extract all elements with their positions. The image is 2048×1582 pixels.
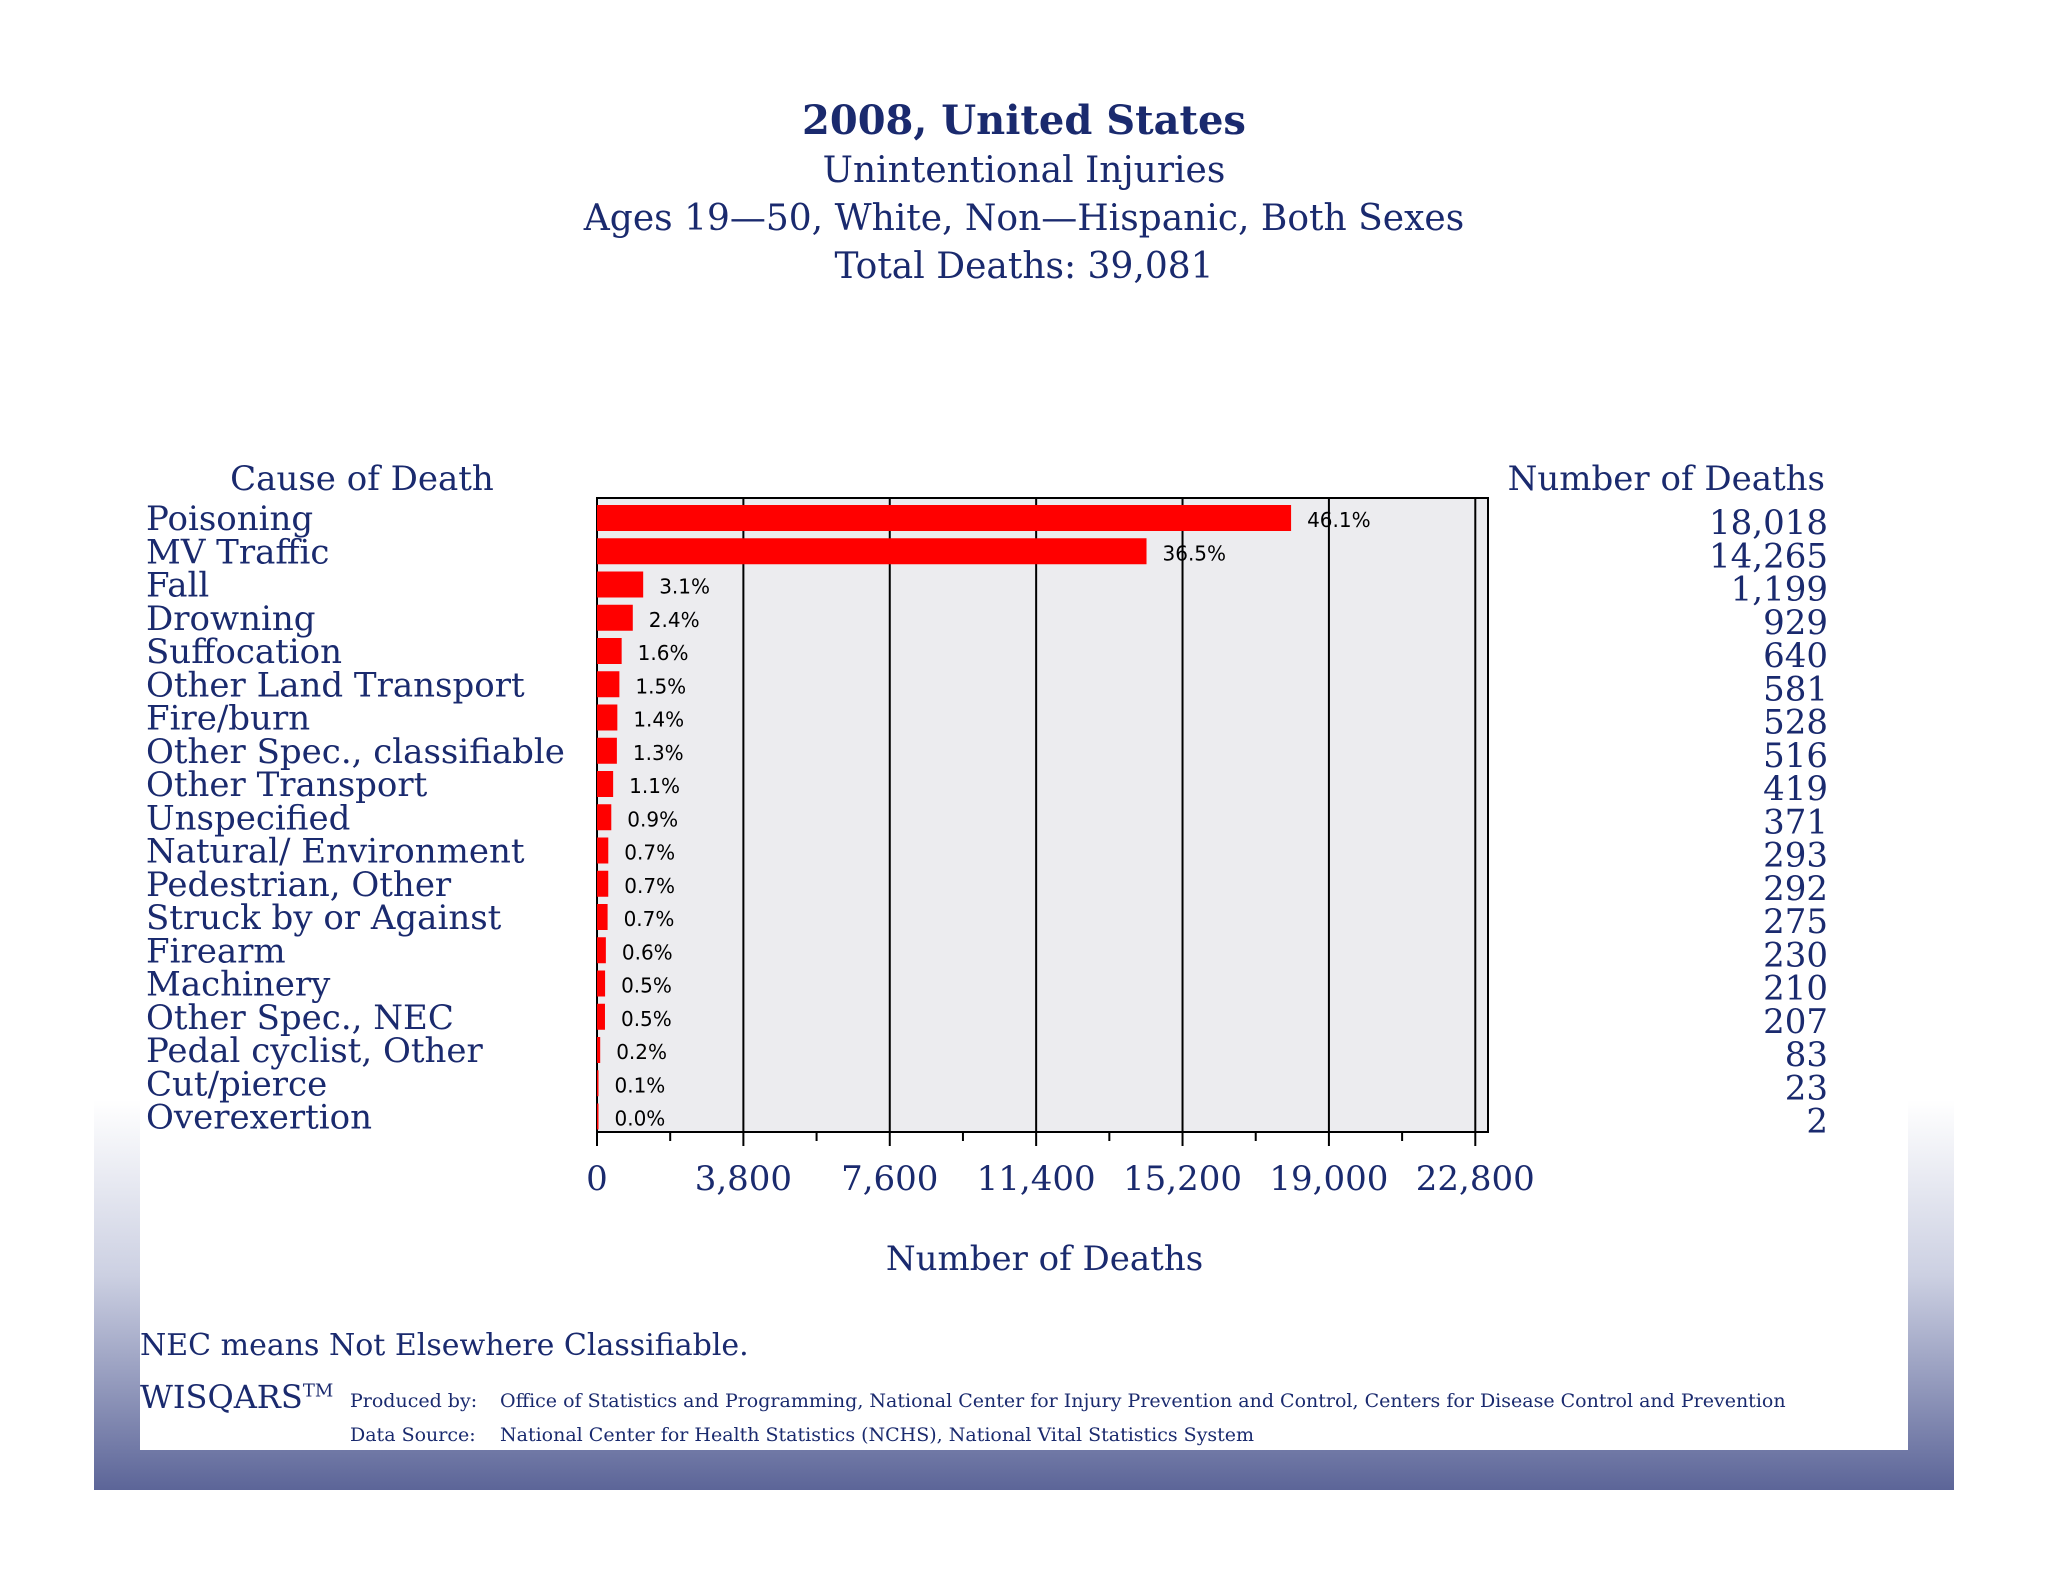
wisqars-text: WISQARS bbox=[140, 1378, 303, 1416]
category-label: Unspecified bbox=[146, 798, 351, 839]
data-source-text: National Center for Health Statistics (NCHS), National Vital Statistics System bbox=[500, 1424, 1255, 1446]
bar bbox=[597, 904, 608, 930]
percent-label: 0.5% bbox=[621, 973, 672, 998]
percent-label: 0.0% bbox=[614, 1106, 666, 1131]
value-label: 23 bbox=[1784, 1068, 1828, 1109]
chart-subtitle-3: Total Deaths: 39,081 bbox=[834, 246, 1214, 287]
category-label: Suffocation bbox=[146, 632, 343, 672]
category-label: Fire/burn bbox=[146, 698, 311, 739]
category-label: Firearm bbox=[146, 931, 286, 972]
wisqars-logo bbox=[140, 1378, 333, 1416]
bar bbox=[597, 1004, 605, 1030]
bar bbox=[597, 538, 1147, 564]
category-label: Fall bbox=[146, 565, 210, 606]
value-label: 292 bbox=[1763, 868, 1828, 909]
bar bbox=[597, 771, 613, 797]
wisqars-tm: TM bbox=[302, 1380, 334, 1402]
category-label: Struck by or Against bbox=[146, 898, 502, 938]
category-label: Other Spec., classifiable bbox=[146, 731, 565, 772]
percent-label: 3.1% bbox=[659, 574, 711, 599]
category-label: Other Spec., NEC bbox=[146, 997, 454, 1038]
category-label: Natural/ Environment bbox=[146, 831, 525, 872]
bar bbox=[597, 1104, 599, 1130]
x-tick-label: 22,800 bbox=[1415, 1159, 1535, 1199]
x-tick-label: 15,200 bbox=[1123, 1159, 1243, 1199]
percent-label: 0.9% bbox=[627, 807, 679, 832]
percent-label: 0.1% bbox=[614, 1073, 666, 1098]
percent-label: 0.7% bbox=[623, 907, 675, 931]
percent-label: 0.2% bbox=[616, 1040, 668, 1064]
chart-title: 2008, United States bbox=[802, 97, 1246, 144]
plot-area bbox=[597, 498, 1488, 1132]
bar bbox=[597, 838, 608, 864]
bar bbox=[597, 738, 617, 764]
chart-subtitle-1: Unintentional Injuries bbox=[822, 150, 1226, 191]
value-label: 230 bbox=[1763, 935, 1828, 976]
category-label: Machinery bbox=[146, 964, 331, 1005]
value-label: 528 bbox=[1763, 702, 1828, 743]
percent-label: 0.6% bbox=[621, 940, 673, 965]
produced-by-label: Produced by: bbox=[350, 1390, 478, 1412]
bar bbox=[597, 971, 605, 997]
x-axis-label: Number of Deaths bbox=[885, 1239, 1204, 1279]
category-label: Drowning bbox=[146, 598, 316, 639]
percent-label: 1.1% bbox=[629, 774, 680, 798]
value-header: Number of Deaths bbox=[1507, 459, 1825, 499]
bar bbox=[597, 572, 643, 598]
percent-label: 0.5% bbox=[620, 1006, 672, 1031]
produced-by-text: Office of Statistics and Programming, National Center for Injury Prevention and Control, Centers for Disease Control and Prevention bbox=[500, 1390, 1786, 1412]
bar bbox=[597, 605, 633, 631]
value-label: 2 bbox=[1806, 1101, 1828, 1142]
value-label: 210 bbox=[1763, 968, 1828, 1009]
value-label: 516 bbox=[1763, 735, 1828, 776]
bar bbox=[597, 505, 1291, 531]
bar bbox=[597, 804, 611, 830]
category-label: MV Traffic bbox=[146, 532, 330, 573]
value-label: 293 bbox=[1763, 835, 1828, 876]
x-tick-label: 7,600 bbox=[841, 1159, 939, 1199]
category-label: Overexertion bbox=[146, 1097, 373, 1138]
value-label: 18,018 bbox=[1709, 503, 1828, 543]
x-tick-label: 3,800 bbox=[694, 1159, 793, 1199]
value-label: 581 bbox=[1763, 669, 1828, 710]
percent-label: 1.5% bbox=[635, 674, 687, 699]
bar bbox=[597, 871, 608, 897]
value-label: 14,265 bbox=[1709, 536, 1828, 577]
value-label: 640 bbox=[1763, 636, 1828, 676]
data-source-label: Data Source: bbox=[350, 1424, 476, 1446]
percent-label: 1.4% bbox=[633, 707, 685, 732]
category-label: Pedal cyclist, Other bbox=[146, 1031, 483, 1071]
percent-label: 0.7% bbox=[624, 873, 676, 898]
value-label: 83 bbox=[1784, 1035, 1828, 1075]
value-label: 1,199 bbox=[1730, 569, 1828, 610]
bar bbox=[597, 937, 606, 963]
category-label: Pedestrian, Other bbox=[146, 864, 452, 905]
bar bbox=[597, 1070, 599, 1096]
percent-label: 2.4% bbox=[648, 607, 700, 632]
category-label: Poisoning bbox=[146, 499, 314, 539]
percent-label: 46.1% bbox=[1307, 508, 1371, 532]
chart-subtitle-2: Ages 19—50, White, Non—Hispanic, Both Sexes bbox=[583, 198, 1465, 239]
data-source bbox=[350, 1424, 1254, 1446]
value-label: 419 bbox=[1763, 769, 1828, 809]
category-label: Other Transport bbox=[146, 765, 428, 805]
value-label: 207 bbox=[1763, 1001, 1828, 1042]
bar bbox=[597, 705, 617, 731]
x-tick-label: 19,000 bbox=[1269, 1159, 1389, 1199]
produced-by bbox=[350, 1390, 1786, 1412]
bar bbox=[597, 1037, 600, 1063]
value-label: 929 bbox=[1763, 602, 1828, 643]
bar bbox=[597, 638, 622, 664]
percent-label: 36.5% bbox=[1162, 541, 1227, 566]
category-label: Other Land Transport bbox=[146, 665, 525, 706]
nec-note: NEC means Not Elsewhere Classifiable. bbox=[140, 1328, 749, 1363]
percent-label: 1.3% bbox=[632, 740, 684, 765]
x-tick-label: 0 bbox=[586, 1159, 608, 1199]
value-label: 275 bbox=[1763, 902, 1828, 942]
x-tick-label: 11,400 bbox=[976, 1159, 1096, 1199]
bar bbox=[597, 671, 619, 697]
category-label: Cut/pierce bbox=[146, 1064, 328, 1105]
percent-label: 1.6% bbox=[637, 641, 689, 665]
category-header: Cause of Death bbox=[230, 459, 494, 499]
value-label: 371 bbox=[1763, 802, 1828, 843]
percent-label: 0.7% bbox=[624, 840, 676, 865]
